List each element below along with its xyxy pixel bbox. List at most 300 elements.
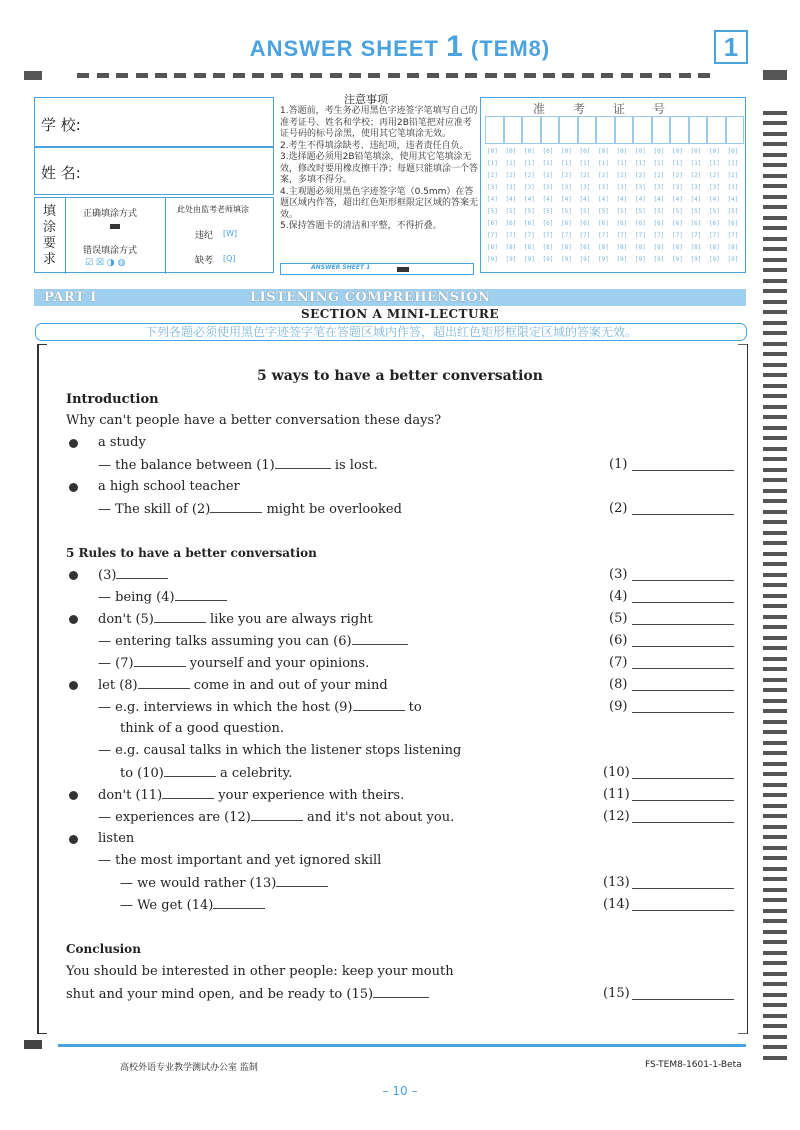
- exam-id-bubble[interactable]: [2]: [542, 172, 554, 179]
- timing-mark: [763, 751, 787, 755]
- timing-mark: [763, 489, 787, 493]
- exam-id-bubble[interactable]: [3]: [524, 184, 535, 191]
- exam-id-digit-box[interactable]: [615, 116, 634, 144]
- timing-mark: [763, 279, 787, 283]
- exam-id-bubble[interactable]: [4]: [690, 196, 702, 203]
- exam-id-digit-box[interactable]: [541, 116, 560, 144]
- exam-id-bubble[interactable]: [0]: [579, 148, 591, 155]
- timing-mark: [640, 73, 652, 78]
- timing-mark: [116, 73, 128, 78]
- exam-id-bubble[interactable]: [5]: [672, 208, 683, 215]
- exam-id-bubble[interactable]: [7]: [727, 232, 739, 239]
- timing-mark: [679, 73, 691, 78]
- exam-id-bubble[interactable]: [6]: [579, 220, 591, 227]
- timing-mark: [763, 646, 787, 650]
- line-19: — we would rather (13): [120, 875, 328, 891]
- exam-id-bubble[interactable]: [1]: [635, 160, 646, 167]
- violation-bubble[interactable]: [W]: [223, 229, 238, 238]
- school-field[interactable]: [34, 97, 274, 147]
- exam-id-bubble[interactable]: [4]: [709, 196, 720, 203]
- part-label: PART I: [44, 290, 97, 305]
- timing-mark: [465, 73, 477, 78]
- timing-mark: [763, 478, 787, 482]
- timing-mark: [763, 300, 787, 304]
- exam-id-bubble[interactable]: [4]: [653, 196, 665, 203]
- answer-number: (15): [603, 986, 630, 1001]
- answer-number: (13): [603, 875, 630, 890]
- timing-mark: [136, 73, 148, 78]
- timing-mark: [601, 73, 613, 78]
- timing-mark: [763, 331, 787, 335]
- line-12: think of a good question.: [120, 721, 284, 736]
- exam-id-bubble[interactable]: [0]: [635, 148, 646, 155]
- exam-id-bubble[interactable]: [4]: [561, 196, 572, 203]
- bullet: [69, 835, 78, 844]
- timing-mark: [763, 678, 787, 682]
- title-prefix: ANSWER SHEET: [249, 36, 439, 61]
- exam-id-bubble[interactable]: [2]: [653, 172, 665, 179]
- timing-mark: [763, 699, 787, 703]
- exam-id-bubble[interactable]: [2]: [709, 172, 720, 179]
- exam-id-bubble[interactable]: [0]: [505, 148, 517, 155]
- exam-id-digit-box[interactable]: [522, 116, 541, 144]
- exam-id-bubble[interactable]: [6]: [709, 220, 720, 227]
- timing-mark: [763, 384, 787, 388]
- exam-id-bubble[interactable]: [5]: [524, 208, 535, 215]
- violation-label: 违纪: [195, 231, 214, 241]
- timing-mark: [763, 352, 787, 356]
- blank-5[interactable]: [154, 611, 206, 623]
- sheet-tag-box: [280, 263, 474, 275]
- exam-id-digit-box[interactable]: [707, 116, 726, 144]
- absent-bubble[interactable]: [Q]: [223, 254, 236, 263]
- timing-mark: [763, 174, 787, 178]
- exam-id-digit-box[interactable]: [578, 116, 597, 144]
- exam-id-bubble[interactable]: [6]: [653, 220, 665, 227]
- exam-id-label: 准考证号: [533, 102, 694, 116]
- blank-6[interactable]: [352, 633, 408, 645]
- exam-id-digit-box[interactable]: [670, 116, 689, 144]
- exam-id-bubble[interactable]: [4]: [487, 196, 498, 203]
- exam-id-bubble[interactable]: [2]: [635, 172, 646, 179]
- exam-id-bubble[interactable]: [6]: [598, 220, 609, 227]
- timing-mark: [763, 898, 787, 902]
- timing-mark: [24, 71, 42, 80]
- exam-id-bubble[interactable]: [3]: [727, 184, 739, 191]
- blank-11[interactable]: [162, 787, 214, 799]
- timing-mark: [763, 258, 787, 262]
- exam-id-digit-box[interactable]: [633, 116, 652, 144]
- exam-id-bubble[interactable]: [3]: [505, 184, 517, 191]
- blank-9[interactable]: [353, 699, 405, 711]
- exam-id-bubble[interactable]: [6]: [690, 220, 702, 227]
- timing-mark: [310, 73, 322, 78]
- exam-id-bubble[interactable]: [7]: [487, 232, 498, 239]
- correct-fill-label: 正确填涂方式: [83, 209, 138, 219]
- answer-number: (8): [609, 677, 628, 692]
- timing-mark: [763, 1014, 787, 1018]
- exam-id-bubble[interactable]: [2]: [690, 172, 702, 179]
- exam-id-bubble[interactable]: [2]: [727, 172, 739, 179]
- exam-id-bubble[interactable]: [1]: [505, 160, 517, 167]
- timing-mark: [763, 163, 787, 167]
- exam-id-bubble[interactable]: [0]: [542, 148, 554, 155]
- exam-id-bubble[interactable]: [9]: [524, 256, 535, 263]
- blank-15[interactable]: [373, 986, 429, 998]
- exam-id-bubble[interactable]: [8]: [690, 244, 702, 251]
- exam-id-bubble[interactable]: [6]: [727, 220, 739, 227]
- exam-id-bubble[interactable]: [1]: [524, 160, 535, 167]
- exam-id-bubble[interactable]: [6]: [616, 220, 628, 227]
- exam-id-bubble[interactable]: [0]: [653, 148, 665, 155]
- title-suffix: (TEM8): [470, 36, 551, 61]
- exam-id-bubble[interactable]: [3]: [672, 184, 683, 191]
- exam-id-bubble[interactable]: [9]: [561, 256, 572, 263]
- exam-id-bubble[interactable]: [4]: [598, 196, 609, 203]
- exam-id-bubble[interactable]: [3]: [709, 184, 720, 191]
- exam-id-bubble[interactable]: [8]: [542, 244, 554, 251]
- corner-mark: [24, 1040, 42, 1049]
- exam-id-bubble[interactable]: [9]: [653, 256, 665, 263]
- exam-id-bubble[interactable]: [0]: [598, 148, 609, 155]
- answer-line[interactable]: [632, 624, 734, 625]
- answer-number: (2): [609, 501, 628, 516]
- timing-mark: [763, 657, 787, 661]
- timing-mark: [233, 73, 245, 78]
- exam-id-bubble[interactable]: [3]: [561, 184, 572, 191]
- exam-id-bubble[interactable]: [1]: [727, 160, 739, 167]
- timing-mark: [763, 468, 787, 472]
- exam-id-bubble[interactable]: [5]: [690, 208, 702, 215]
- line-15: don't (11) your experience with theirs.: [98, 788, 405, 803]
- timing-mark: [763, 70, 787, 80]
- line-13: — e.g. causal talks in which the listener stops listening: [98, 743, 462, 758]
- timing-mark: [763, 531, 787, 535]
- exam-id-bubble[interactable]: [7]: [598, 232, 609, 239]
- footer-code: FS-TEM8-1601-1-Beta: [645, 1060, 742, 1070]
- exam-id-bubble[interactable]: [5]: [709, 208, 720, 215]
- proctor-label: 此处由监考老师填涂: [177, 205, 249, 214]
- exam-id-bubble[interactable]: [0]: [709, 148, 720, 155]
- answer-line[interactable]: [632, 646, 734, 647]
- exam-id-bubble[interactable]: [7]: [672, 232, 683, 239]
- timing-mark: [763, 772, 787, 776]
- exam-id-bubble[interactable]: [9]: [635, 256, 646, 263]
- timing-mark: [330, 73, 342, 78]
- line-4: — The skill of (2) might be overlooked: [98, 502, 402, 517]
- exam-id-bubble[interactable]: [1]: [579, 160, 591, 167]
- exam-id-bubble[interactable]: [2]: [561, 172, 572, 179]
- exam-id-bubble[interactable]: [6]: [672, 220, 683, 227]
- answer-number: (9): [609, 699, 628, 714]
- footer-issuer: 高校外语专业教学测试办公室 监制: [120, 1063, 258, 1073]
- exam-id-bubble[interactable]: [5]: [542, 208, 554, 215]
- exam-id-bubble[interactable]: [9]: [690, 256, 702, 263]
- answer-number: (1): [609, 457, 628, 472]
- answer-number: (11): [603, 787, 630, 802]
- exam-id-digit-box[interactable]: [504, 116, 523, 144]
- timing-mark: [763, 499, 787, 503]
- timing-mark: [763, 457, 787, 461]
- exam-id-bubble[interactable]: [9]: [487, 256, 498, 263]
- timing-mark: [763, 804, 787, 808]
- exam-id-bubble[interactable]: [2]: [505, 172, 517, 179]
- timing-mark: [763, 426, 787, 430]
- timing-mark: [504, 73, 516, 78]
- answer-line[interactable]: [632, 778, 734, 779]
- name-field[interactable]: [34, 147, 274, 195]
- exam-id-bubble[interactable]: [6]: [487, 220, 498, 227]
- exam-id-bubble[interactable]: [2]: [672, 172, 683, 179]
- exam-id-bubble[interactable]: [8]: [524, 244, 535, 251]
- exam-id-bubble[interactable]: [1]: [690, 160, 702, 167]
- timing-mark: [763, 342, 787, 346]
- exam-id-bubble[interactable]: [3]: [598, 184, 609, 191]
- timing-mark: [763, 510, 787, 514]
- exam-id-bubble[interactable]: [7]: [505, 232, 517, 239]
- exam-id-bubble[interactable]: [1]: [709, 160, 720, 167]
- exam-id-bubble[interactable]: [8]: [616, 244, 628, 251]
- exam-id-bubble[interactable]: [1]: [616, 160, 628, 167]
- exam-id-bubble[interactable]: [0]: [616, 148, 628, 155]
- timing-mark: [155, 73, 167, 78]
- exam-id-bubble[interactable]: [0]: [487, 148, 498, 155]
- blank-13[interactable]: [276, 875, 328, 887]
- exam-id-bubble[interactable]: [9]: [505, 256, 517, 263]
- blank-14[interactable]: [213, 897, 265, 909]
- answer-line[interactable]: [632, 822, 734, 823]
- exam-id-bubble[interactable]: [3]: [542, 184, 554, 191]
- exam-id-digit-box[interactable]: [726, 116, 745, 144]
- timing-mark: [763, 541, 787, 545]
- exam-id-bubble[interactable]: [5]: [598, 208, 609, 215]
- blank-10[interactable]: [164, 765, 216, 777]
- exam-id-digit-box[interactable]: [652, 116, 671, 144]
- exam-id-bubble[interactable]: [5]: [487, 208, 498, 215]
- answer-sheet-title: [0, 30, 800, 64]
- exam-id-bubble[interactable]: [8]: [561, 244, 572, 251]
- exam-id-bubble[interactable]: [0]: [524, 148, 535, 155]
- timing-mark: [763, 825, 787, 829]
- timing-mark: [763, 688, 787, 692]
- answer-number: (14): [603, 897, 630, 912]
- timing-mark: [543, 73, 555, 78]
- timing-mark: [659, 73, 671, 78]
- exam-id-bubble[interactable]: [8]: [672, 244, 683, 251]
- timing-mark: [763, 667, 787, 671]
- blank-12[interactable]: [251, 809, 303, 821]
- exam-id-bubble[interactable]: [9]: [727, 256, 739, 263]
- exam-id-digit-box[interactable]: [559, 116, 578, 144]
- exam-id-bubble[interactable]: [6]: [542, 220, 554, 227]
- exam-id-bubble[interactable]: [8]: [635, 244, 646, 251]
- timing-mark: [763, 730, 787, 734]
- exam-id-bubble[interactable]: [7]: [653, 232, 665, 239]
- exam-id-bubble[interactable]: [7]: [690, 232, 702, 239]
- exam-id-bubble[interactable]: [9]: [672, 256, 683, 263]
- exam-id-bubble[interactable]: [8]: [653, 244, 665, 251]
- answer-line[interactable]: [632, 800, 734, 801]
- exam-id-bubble[interactable]: [3]: [635, 184, 646, 191]
- exam-id-bubble[interactable]: [8]: [579, 244, 591, 251]
- exam-id-bubble[interactable]: [4]: [635, 196, 646, 203]
- timing-mark: [763, 1003, 787, 1007]
- exam-id-bubble[interactable]: [1]: [561, 160, 572, 167]
- line-3: a high school teacher: [98, 479, 240, 494]
- timing-mark: [388, 73, 400, 78]
- exam-id-bubble[interactable]: [5]: [616, 208, 628, 215]
- rules-heading: 5 Rules to have a better conversation: [66, 546, 317, 560]
- exam-id-bubble[interactable]: [4]: [727, 196, 739, 203]
- exam-id-digit-box[interactable]: [485, 116, 504, 144]
- answer-line[interactable]: [632, 712, 734, 713]
- timing-mark: [562, 73, 574, 78]
- part-title: LISTENING COMPREHENSION: [250, 290, 491, 305]
- exam-id-bubble[interactable]: [1]: [672, 160, 683, 167]
- exam-id-bubble[interactable]: [1]: [598, 160, 609, 167]
- exam-id-bubble[interactable]: [2]: [616, 172, 628, 179]
- exam-id-bubble[interactable]: [4]: [542, 196, 554, 203]
- exam-id-digit-box[interactable]: [689, 116, 708, 144]
- note-4: 4.主观题必须用黑色字迹签字笔（0.5mm）在答题区域内作答，超出红色矩形框限定区域的答案无效。: [280, 186, 479, 220]
- exam-id-bubble[interactable]: [1]: [542, 160, 554, 167]
- exam-id-bubble[interactable]: [5]: [579, 208, 591, 215]
- exam-id-bubble[interactable]: [5]: [727, 208, 739, 215]
- exam-id-bubble[interactable]: [5]: [561, 208, 572, 215]
- sheet-tag: ANSWER SHEET 1: [311, 264, 371, 271]
- exam-id-bubble[interactable]: [9]: [598, 256, 609, 263]
- exam-id-bubble[interactable]: [0]: [672, 148, 683, 155]
- school-label: 学 校:: [41, 116, 81, 134]
- exam-id-bubble[interactable]: [2]: [579, 172, 591, 179]
- answer-number: (4): [609, 589, 628, 604]
- exam-id-bubble[interactable]: [8]: [598, 244, 609, 251]
- timing-mark: [763, 237, 787, 241]
- answer-line[interactable]: [632, 602, 734, 603]
- blank-1[interactable]: [275, 457, 331, 469]
- fill-requirements-box: [34, 197, 274, 273]
- exam-id-bubble[interactable]: [9]: [542, 256, 554, 263]
- exam-id-bubble[interactable]: [6]: [524, 220, 535, 227]
- exam-id-bubble[interactable]: [6]: [561, 220, 572, 227]
- blank-2[interactable]: [210, 501, 262, 513]
- answer-line[interactable]: [632, 470, 734, 471]
- blank-4[interactable]: [175, 589, 227, 601]
- exam-id-bubble[interactable]: [9]: [579, 256, 591, 263]
- timing-mark: [763, 363, 787, 367]
- line-9: — (7) yourself and your opinions.: [98, 656, 370, 671]
- answer-line[interactable]: [632, 690, 734, 691]
- exam-id-bubble[interactable]: [5]: [653, 208, 665, 215]
- exam-id-bubble[interactable]: [8]: [505, 244, 517, 251]
- timing-mark: [763, 142, 787, 146]
- timing-mark: [252, 73, 264, 78]
- line-20: — We get (14): [120, 897, 265, 913]
- timing-mark: [763, 888, 787, 892]
- exam-id-bubble[interactable]: [3]: [653, 184, 665, 191]
- line-7: don't (5) like you are always right: [98, 612, 373, 627]
- exam-id-bubble[interactable]: [8]: [487, 244, 498, 251]
- answer-line[interactable]: [632, 514, 734, 515]
- timing-mark: [763, 226, 787, 230]
- timing-mark: [582, 73, 594, 78]
- exam-id-bubble[interactable]: [1]: [487, 160, 498, 167]
- exam-id-bubble[interactable]: [3]: [487, 184, 498, 191]
- exam-id-bubble[interactable]: [2]: [487, 172, 498, 179]
- exam-id-bubble[interactable]: [7]: [542, 232, 554, 239]
- exam-id-bubble[interactable]: [9]: [616, 256, 628, 263]
- answer-number: (6): [609, 633, 628, 648]
- wrong-fill-examples: ☑ ☒ ◑ ◍: [85, 258, 126, 268]
- exam-id-bubble[interactable]: [3]: [690, 184, 702, 191]
- exam-id-bubble[interactable]: [4]: [579, 196, 591, 203]
- timing-mark: [763, 153, 787, 157]
- answer-line[interactable]: [632, 888, 734, 889]
- exam-id-bubble[interactable]: [7]: [579, 232, 591, 239]
- blank-3[interactable]: [116, 567, 168, 579]
- timing-mark: [427, 73, 439, 78]
- bullet: [69, 439, 78, 448]
- exam-id-bubble[interactable]: [5]: [505, 208, 517, 215]
- section-heading: SECTION A MINI-LECTURE: [300, 307, 500, 321]
- exam-id-bubble[interactable]: [4]: [672, 196, 683, 203]
- exam-id-bubble[interactable]: [7]: [709, 232, 720, 239]
- exam-id-bubble[interactable]: [2]: [598, 172, 609, 179]
- exam-id-bubble[interactable]: [6]: [635, 220, 646, 227]
- exam-id-bubble[interactable]: [4]: [616, 196, 628, 203]
- blank-8[interactable]: [138, 677, 190, 689]
- exam-id-bubble[interactable]: [6]: [505, 220, 517, 227]
- exam-id-bubble[interactable]: [9]: [709, 256, 720, 263]
- exam-id-bubble[interactable]: [7]: [561, 232, 572, 239]
- exam-id-bubble[interactable]: [0]: [561, 148, 572, 155]
- correct-fill-sample: [110, 224, 120, 229]
- timing-mark: [763, 762, 787, 766]
- exam-id-bubble[interactable]: [4]: [505, 196, 517, 203]
- blank-7[interactable]: [134, 655, 186, 667]
- notes-list: [280, 106, 478, 233]
- answer-line[interactable]: [632, 668, 734, 669]
- exam-id-bubble[interactable]: [7]: [524, 232, 535, 239]
- timing-mark: [763, 1045, 787, 1049]
- exam-id-bubble[interactable]: [7]: [616, 232, 628, 239]
- exam-id-bubble[interactable]: [3]: [579, 184, 591, 191]
- exam-id-bubble[interactable]: [5]: [635, 208, 646, 215]
- exam-id-bubble[interactable]: [3]: [616, 184, 628, 191]
- lecture-title: 5 ways to have a better conversation: [257, 368, 543, 384]
- exam-id-bubble[interactable]: [8]: [727, 244, 739, 251]
- timing-mark: [763, 583, 787, 587]
- exam-id-digit-box[interactable]: [596, 116, 615, 144]
- answer-line[interactable]: [632, 999, 734, 1000]
- fill-requirements-label: 填涂要求: [43, 204, 57, 267]
- timing-mark: [349, 73, 361, 78]
- answer-line[interactable]: [632, 910, 734, 911]
- line-16: — experiences are (12) and it's not about you.: [98, 810, 455, 825]
- exam-id-bubble[interactable]: [7]: [635, 232, 646, 239]
- answer-line[interactable]: [632, 580, 734, 581]
- exam-id-bubble[interactable]: [4]: [524, 196, 535, 203]
- exam-id-bubble[interactable]: [2]: [524, 172, 535, 179]
- exam-id-bubble[interactable]: [8]: [709, 244, 720, 251]
- timing-mark: [763, 625, 787, 629]
- exam-id-bubble[interactable]: [0]: [727, 148, 739, 155]
- timing-mark: [194, 73, 206, 78]
- name-label: 姓 名:: [41, 164, 81, 182]
- exam-id-bubble[interactable]: [1]: [653, 160, 665, 167]
- timing-mark: [763, 436, 787, 440]
- exam-id-bubble[interactable]: [0]: [690, 148, 702, 155]
